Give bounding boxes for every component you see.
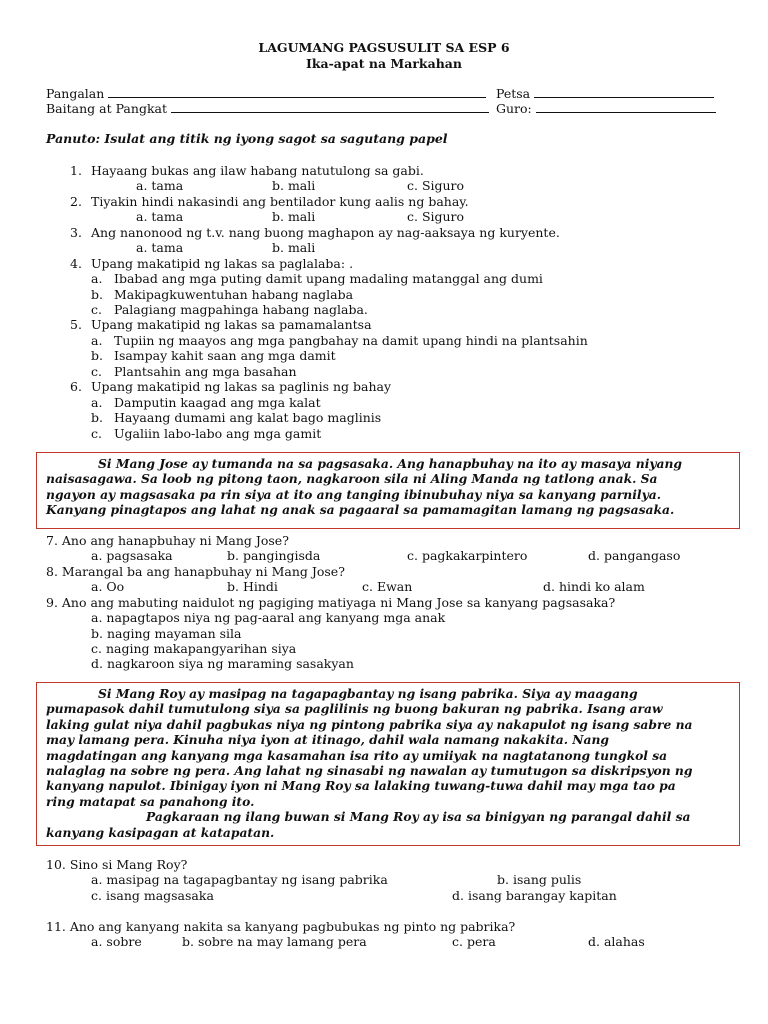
q6-option-a-letter: a. bbox=[91, 395, 103, 410]
q5-text: Upang makatipid ng lakas sa pamamalantsa bbox=[91, 317, 372, 332]
story2-line: may lamang pera. Kinuha niya iyon at itinago, dahil wala namang nakakita. Nang bbox=[46, 732, 610, 748]
exam-subtitle: Ika-apat na Markahan bbox=[306, 56, 462, 71]
q7-option-b: b. pangingisda bbox=[227, 548, 321, 563]
story-box-mang-jose bbox=[36, 452, 740, 529]
q9-option-c: c. naging makapangyarihan siya bbox=[91, 641, 297, 656]
teacher-blank[interactable] bbox=[536, 101, 716, 113]
q4-option-b-letter: b. bbox=[91, 287, 103, 302]
story2-line: Si Mang Roy ay masipag na tagapagbantay ng isang pabrika. Siya ay maagang bbox=[98, 686, 638, 701]
q8-option-c: c. Ewan bbox=[362, 579, 413, 594]
q5-option-b: Isampay kahit saan ang mga damit bbox=[114, 348, 336, 363]
q4-number: 4. bbox=[70, 256, 82, 271]
q5-option-a-letter: a. bbox=[91, 333, 103, 348]
q11-option-d: d. alahas bbox=[588, 934, 645, 949]
q7-option-c: c. pagkakarpintero bbox=[407, 548, 528, 563]
story2-line: magdatingan ang kanyang mga kasamahan isa rito ay umiiyak na nagtatanong tungkol sa bbox=[46, 747, 668, 763]
q4-option-c-letter: c. bbox=[91, 302, 102, 317]
q10-option-c: c. isang magsasaka bbox=[91, 888, 214, 903]
date-field[interactable] bbox=[496, 86, 714, 101]
q1-option-a: a. tama bbox=[136, 178, 184, 193]
story-box-mang-roy bbox=[36, 682, 740, 846]
q2-option-c: c. Siguro bbox=[407, 209, 465, 224]
q4-option-c: Palagiang magpahinga habang naglaba. bbox=[114, 302, 368, 317]
grade-blank[interactable] bbox=[171, 101, 489, 113]
teacher-field[interactable] bbox=[496, 101, 716, 116]
q11-option-c: c. pera bbox=[452, 934, 496, 949]
q5-number: 5. bbox=[70, 317, 82, 332]
q11-text: 11. Ano ang kanyang nakita sa kanyang pagbubukas ng pinto ng pabrika? bbox=[46, 919, 516, 934]
q1-option-b: b. mali bbox=[272, 178, 316, 193]
q9-option-a: a. napagtapos niya ng pag-aaral ang kanyang mga anak bbox=[91, 610, 446, 625]
q9-option-b: b. naging mayaman sila bbox=[91, 626, 242, 641]
instructions: Panuto: Isulat ang titik ng iyong sagot sa sagutang papel bbox=[46, 131, 448, 146]
q8-option-a: a. Oo bbox=[91, 579, 125, 594]
name-field[interactable] bbox=[46, 86, 486, 101]
q1-text: Hayaang bukas ang ilaw habang natutulong sa gabi. bbox=[91, 163, 424, 178]
q6-option-a: Damputin kaagad ang mga kalat bbox=[114, 395, 321, 410]
q2-number: 2. bbox=[70, 194, 82, 209]
story2-line: Pagkaraan ng ilang buwan si Mang Roy ay isa sa binigyan ng parangal dahil sa bbox=[146, 809, 691, 825]
q11-option-a: a. sobre bbox=[91, 934, 142, 949]
q7-option-a: a. pagsasaka bbox=[91, 548, 173, 563]
q10-text: 10. Sino si Mang Roy? bbox=[46, 857, 188, 872]
date-label: Petsa bbox=[496, 86, 531, 101]
story2-line: laking gulat niya dahil pagbukas niya ng pintong pabrika siya ay nakapulot ng isang sabre na bbox=[46, 716, 693, 732]
q8-option-b: b. Hindi bbox=[227, 579, 278, 594]
grade-field[interactable] bbox=[46, 101, 489, 116]
name-label: Pangalan bbox=[46, 86, 105, 101]
date-blank[interactable] bbox=[534, 86, 714, 98]
q7-text: 7. Ano ang hanapbuhay ni Mang Jose? bbox=[46, 533, 289, 548]
q3-option-a: a. tama bbox=[136, 240, 184, 255]
q9-option-d: d. nagkaroon siya ng maraming sasakyan bbox=[91, 656, 354, 671]
q2-option-b: b. mali bbox=[272, 209, 316, 224]
story2-line: nalaglag na sobre ng pera. Ang lahat ng sinasabi ng nawalan ay tumutugon sa diskripsyon ng bbox=[46, 763, 693, 779]
q8-option-d: d. hindi ko alam bbox=[543, 579, 645, 594]
q5-option-b-letter: b. bbox=[91, 348, 103, 363]
q10-option-b: b. isang pulis bbox=[497, 872, 582, 887]
q3-number: 3. bbox=[70, 225, 82, 240]
q9-text: 9. Ano ang mabuting naidulot ng pagiging matiyaga ni Mang Jose sa kanyang pagsasaka? bbox=[46, 595, 616, 610]
teacher-label: Guro: bbox=[496, 101, 532, 116]
grade-label: Baitang at Pangkat bbox=[46, 101, 167, 116]
q6-option-c: Ugaliin labo-labo ang mga gamit bbox=[114, 426, 322, 441]
q10-option-a: a. masipag na tagapagbantay ng isang pabrika bbox=[91, 872, 388, 887]
q8-text: 8. Marangal ba ang hanapbuhay ni Mang Jose? bbox=[46, 564, 345, 579]
story2-line: ring matapat sa panahong ito. bbox=[46, 793, 255, 809]
q11-option-b: b. sobre na may lamang pera bbox=[182, 934, 367, 949]
q6-number: 6. bbox=[70, 379, 82, 394]
q6-text: Upang makatipid ng lakas sa paglinis ng bahay bbox=[91, 379, 392, 394]
name-blank[interactable] bbox=[108, 86, 486, 98]
story1-line: Si Mang Jose ay tumanda na sa pagsasaka. Ang hanapbuhay na ito ay masaya niyang bbox=[98, 456, 683, 471]
q7-option-d: d. pangangaso bbox=[588, 548, 681, 563]
q4-option-a-letter: a. bbox=[91, 271, 103, 286]
q5-option-c-letter: c. bbox=[91, 364, 102, 379]
exam-title: LAGUMANG PAGSUSULIT SA ESP 6 bbox=[258, 40, 510, 55]
q3-text: Ang nanonood ng t.v. nang buong maghapon ay nag-aaksaya ng kuryente. bbox=[91, 225, 560, 240]
story1-line: ngayon ay magsasaka pa rin siya at ito ang tanging ibinubuhay niya sa kanyang parnilya. bbox=[46, 486, 661, 502]
q2-option-a: a. tama bbox=[136, 209, 184, 224]
q4-option-b: Makipagkuwentuhan habang naglaba bbox=[114, 287, 354, 302]
q6-option-c-letter: c. bbox=[91, 426, 102, 441]
story1-line: naisasagawa. Sa loob ng pitong taon, nagkaroon sila ni Aling Manda ng tatlong anak. Sa bbox=[46, 471, 658, 487]
q1-number: 1. bbox=[70, 163, 82, 178]
q2-text: Tiyakin hindi nakasindi ang bentilador kung aalis ng bahay. bbox=[91, 194, 469, 209]
story2-line: kanyang napulot. Ibinigay iyon ni Mang Roy sa lalaking tuwang-tuwa dahil may mga tao pa bbox=[46, 778, 676, 794]
q10-option-d: d. isang barangay kapitan bbox=[452, 888, 617, 903]
q5-option-a: Tupiin ng maayos ang mga pangbahay na damit upang hindi na plantsahin bbox=[114, 333, 588, 348]
q4-text: Upang makatipid ng lakas sa paglalaba: . bbox=[91, 256, 354, 271]
story2-line: pumapasok dahil tumutulong siya sa paglilinis ng buong bakuran ng pabrika. Isang araw bbox=[46, 701, 663, 717]
q3-option-b: b. mali bbox=[272, 240, 316, 255]
q5-option-c: Plantsahin ang mga basahan bbox=[114, 364, 297, 379]
story1-line: Kanyang pinagtapos ang lahat ng anak sa pagaaral sa pamamagitan lamang ng pagsasaka. bbox=[46, 502, 675, 518]
q1-option-c: c. Siguro bbox=[407, 178, 465, 193]
q6-option-b: Hayaang dumami ang kalat bago maglinis bbox=[114, 410, 382, 425]
story2-line: kanyang kasipagan at katapatan. bbox=[46, 824, 275, 840]
q4-option-a: Ibabad ang mga puting damit upang madaling matanggal ang dumi bbox=[114, 271, 543, 286]
q6-option-b-letter: b. bbox=[91, 410, 103, 425]
